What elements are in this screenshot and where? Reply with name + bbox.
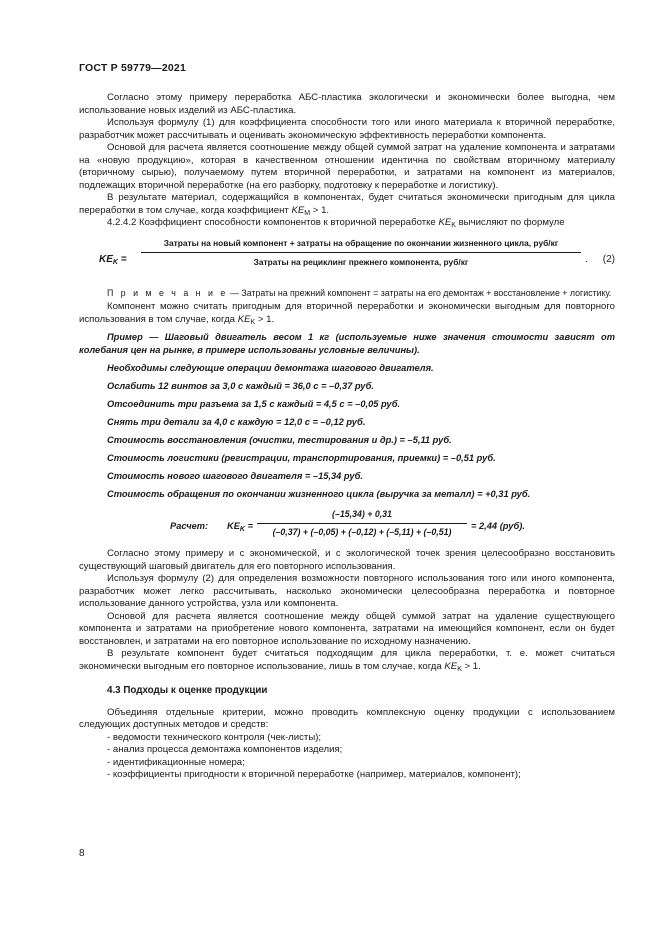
example-line: Стоимость восстановления (очистки, тестирования и др.) = –5,11 руб. bbox=[107, 435, 452, 445]
calculation-formula bbox=[79, 508, 615, 548]
example-line: Стоимость нового шагового двигателя = –15,34 руб. bbox=[107, 471, 363, 481]
list-item: - анализ процесса демонтажа компонентов изделия; bbox=[107, 744, 615, 757]
example-line: Стоимость обращения по окончании жизненного цикла (выручка за металл) = +0,31 руб. bbox=[107, 489, 531, 499]
paragraph-component: Компонент можно считать пригодным для вторичной переработки и экономически выгодным для повторного использования в том случае, когда $KE_K > 1$. bbox=[79, 301, 615, 326]
calculation-numerator: (–15,34) + 0,31 bbox=[257, 508, 467, 524]
list-item: - идентификационные номера; bbox=[107, 757, 615, 770]
example-intro: Пример — Шаговый двигатель весом 1 кг (используемые ниже значения стоимости зависят от колебания цен на рынке, в примере использованы условные величины). bbox=[79, 332, 615, 355]
list-item: - коэффициенты пригодности к вторичной переработке (например, материалов, компонент); bbox=[107, 769, 615, 782]
formula-number: (2) bbox=[602, 253, 615, 265]
approaches-list bbox=[79, 732, 615, 782]
paragraph-4242: 4.2.4.2 Коэффициент способности компонентов к вторичной переработке $KE_K$ вычисляют по формуле bbox=[107, 217, 565, 229]
paragraph-result: В результате компонент будет считаться подходящим для цикла переработки, т. е. может считаться экономически выгодным его повторное использование, лишь в том случае, когда $KE_K > 1$. bbox=[79, 648, 615, 673]
example-line: Необходимы следующие операции демонтажа шагового двигателя. bbox=[107, 363, 434, 373]
example-line: Снять три детали за 4,0 с каждую = 12,0 с = –0,12 руб. bbox=[107, 417, 366, 427]
paragraph-ke-m: В результате материал, содержащийся в компонентах, будет считаться экономически пригодным для цикла переработки в том случае, когда коэффициент $KE_M > 1$. bbox=[79, 192, 615, 217]
calculation-denominator: (–0,37) + (–0,05) + (–0,12) + (–5,11) + (–0,51) bbox=[272, 526, 452, 537]
paragraph: Согласно этому примеру и с экономической, и с экологической точек зрения целесообразно восстановить существующий шаговый двигатель для его повторного использования. bbox=[79, 548, 615, 572]
calculation-label: Расчет: bbox=[170, 521, 209, 531]
example-line: Отсоединить три разъема за 1,5 с каждый = 4,5 с = –0,05 руб. bbox=[107, 399, 401, 409]
formula-2 bbox=[79, 235, 615, 283]
paragraph: Согласно этому примеру переработка АБС-пластика экологически и экономически более выгодна, чем использование новых изделий из АБС-пластика. bbox=[79, 92, 615, 116]
formula-lhs: $KE_K$ = bbox=[99, 253, 127, 266]
paragraph: Используя формулу (1) для коэффициента способности того или иного материала к вторичной переработке, разработчик может рассчитывать и оценивать экономическую эффективность переработки компонента. bbox=[79, 117, 615, 141]
document-body bbox=[79, 92, 615, 782]
formula-numerator: Затраты на новый компонент + затраты на обращение по окончании жизненного цикла, руб/кг bbox=[141, 237, 581, 254]
formula-denominator: Затраты на рециклинг прежнего компонента, руб/кг bbox=[253, 257, 469, 267]
section-intro: Объединяя отдельные критерии, можно проводить комплексную оценку продукции с использованием следующих доступных методов и средств: bbox=[79, 706, 615, 730]
example-line: Ослабить 12 винтов за 3,0 с каждый = 36,0 с = –0,37 руб. bbox=[107, 381, 374, 391]
calculation-result: = 2,44 (руб). bbox=[471, 521, 525, 531]
calculation-lhs: $KE_K$ = bbox=[227, 521, 253, 533]
document-code-header: ГОСТ Р 59779—2021 bbox=[79, 62, 187, 74]
paragraph: Основой для расчета является соотношение между общей суммой затрат на удаление компонента и затратами на «новую продукцию», которая в качественном отношении идентична по свойствам вторичному материалу (вторичному сырью), получаемому путем вторичной переработки, и затратами на компонент из материалов, подлежащих вторичной переработке (на его разборку, подготовку к переработке и логистику). bbox=[79, 142, 615, 191]
paragraph: Используя формулу (2) для определения возможности повторного использования того или иного компонента, разработчик может легко рассчитывать, насколько экономически целесообразна переработка и повторное использование данного устройства, узла или компонента. bbox=[79, 573, 615, 609]
calculation-fraction bbox=[257, 508, 467, 538]
section-title: 4.3 Подходы к оценке продукции bbox=[107, 685, 268, 696]
paragraph: Основой для расчета является соотношение между общей суммой затрат на удаление существующего компонента и затратами на приобретение нового компонента, затратами на имеющийся компонент, если он будет восстановлен, и затратами на его повторное использование по исходному назначению. bbox=[79, 610, 615, 647]
page-number: 8 bbox=[79, 848, 85, 859]
formula-dot: . bbox=[585, 253, 588, 265]
formula-fraction bbox=[141, 237, 581, 269]
example-line: Стоимость логистики (регистрации, транспортирования, приемки) = –0,51 руб. bbox=[107, 453, 496, 463]
note: П р и м е ч а н и е — Затраты на прежний компонент = затраты на его демонтаж + восстановление + логистику. bbox=[107, 287, 612, 298]
list-item: - ведомости технического контроля (чек-листы); bbox=[107, 732, 615, 745]
